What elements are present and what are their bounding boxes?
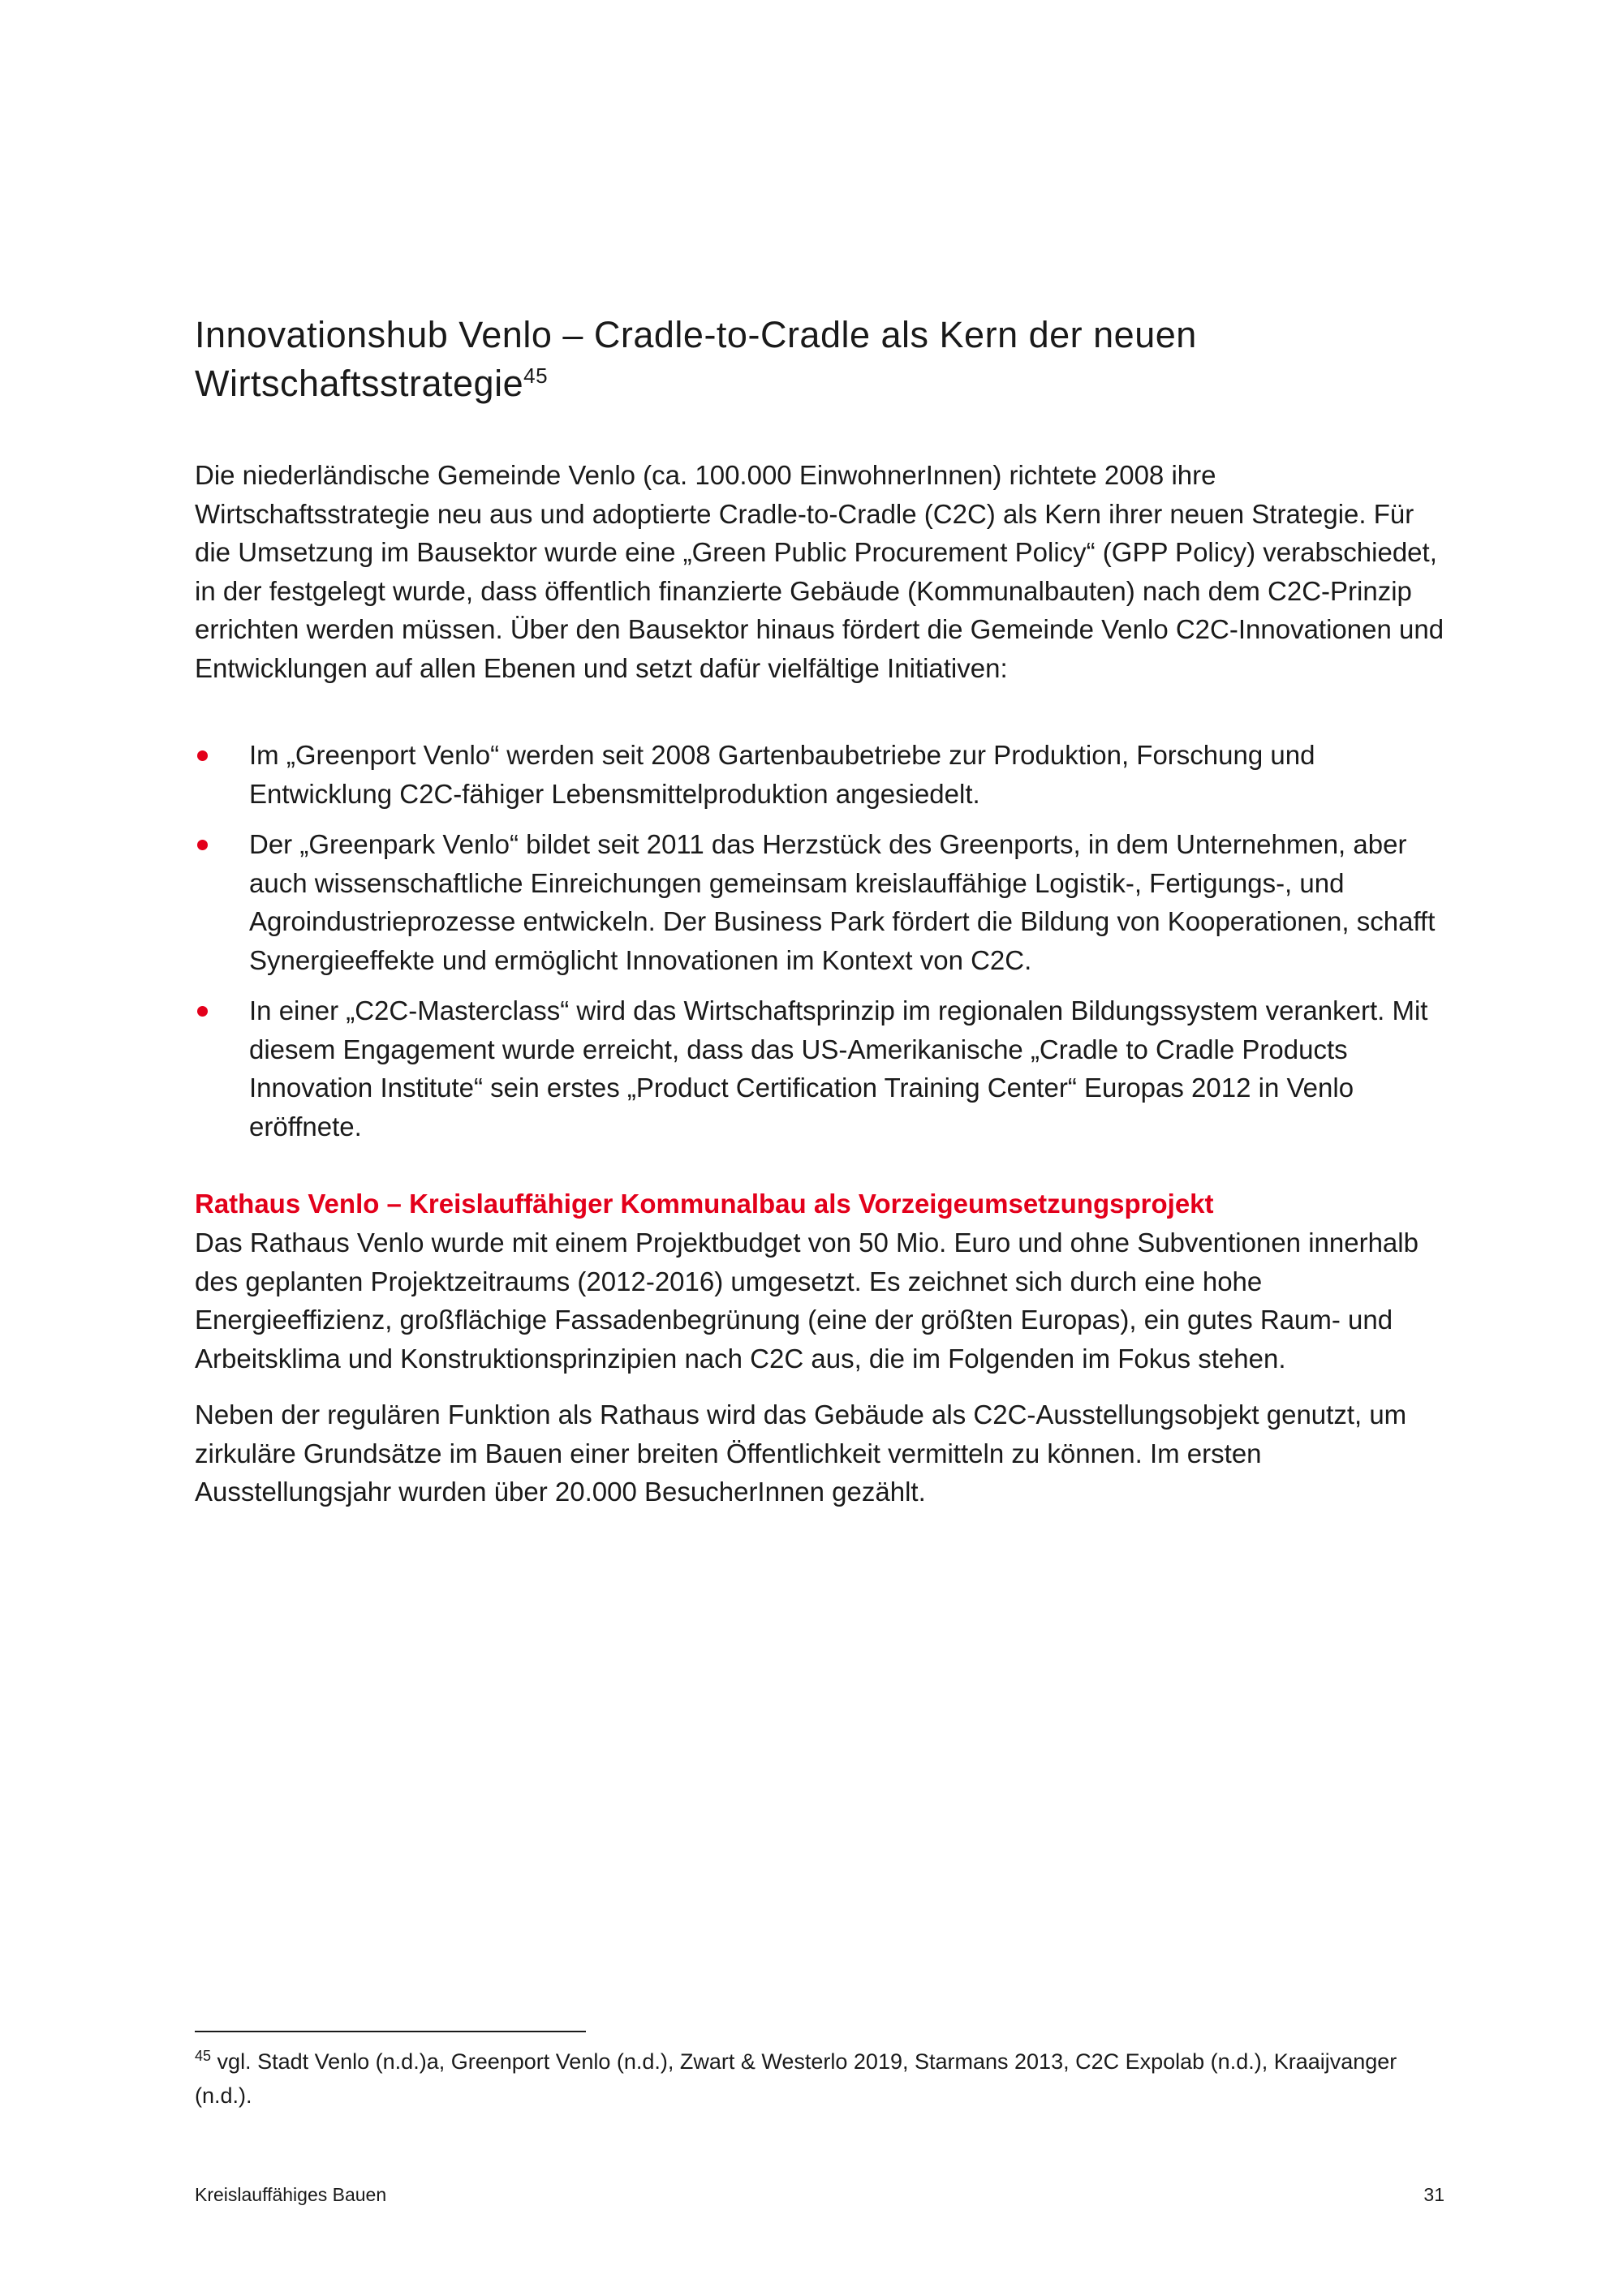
bullet-icon bbox=[197, 840, 208, 850]
footnote-text: vgl. Stadt Venlo (n.d.)a, Greenport Venlo (n.d.), Zwart & Westerlo 2019, Starmans 2013, C2C Expolab (n.d.), Kraaijvanger (n.d.). bbox=[195, 2049, 1397, 2108]
list-item bbox=[195, 991, 1444, 1146]
list-item bbox=[195, 825, 1444, 979]
title-text: Innovationshub Venlo – Cradle-to-Cradle als Kern der neuen Wirtschaftsstrategie bbox=[195, 314, 1197, 404]
footnote-number: 45 bbox=[195, 2048, 212, 2064]
list-item bbox=[195, 736, 1444, 813]
bullet-icon bbox=[197, 1006, 208, 1017]
initiatives-list bbox=[195, 736, 1444, 1158]
list-item-text: In einer „C2C-Masterclass“ wird das Wirtschaftsprinzip im regionalen Bildungssystem verankert. Mit diesem Engagement wurde erreicht, dass das US-Amerikanische „Cradle to Cradle Products Innovation Institute“ sein erstes „Product Certification Training Center“ Europas 2012 in Venlo eröffnete. bbox=[249, 995, 1428, 1142]
page-number: 31 bbox=[1423, 2184, 1444, 2205]
footnote bbox=[195, 2044, 1444, 2113]
title-footnote-ref[interactable]: 45 bbox=[523, 363, 549, 388]
intro-paragraph: Die niederländische Gemeinde Venlo (ca. 100.000 EinwohnerInnen) richtete 2008 ihre Wirtschaftsstrategie neu aus und adoptierte Cradle-to-Cradle (C2C) als Kern ihrer neuen Strategie. Für die Umsetzung im Bausektor wurde eine „Green Public Procurement Policy“ (GPP Policy) verabschiedet, in der festgelegt wurde, dass öffentlich finanzierte Gebäude (Kommunalbauten) nach dem C2C-Prinzip errichten werden müssen. Über den Bausektor hinaus fördert die Gemeinde Venlo C2C-Innovationen und Entwicklungen auf allen Ebenen und setzt dafür vielfältige Initiativen: bbox=[195, 460, 1444, 683]
footer-document-title: Kreislauffähiges Bauen bbox=[195, 2184, 387, 2205]
list-item-text: Der „Greenpark Venlo“ bildet seit 2011 das Herzstück des Greenports, in dem Unternehmen, aber auch wissenschaftliche Einreichungen gemeinsam kreislauffähige Logistik-, Fertigungs-, und Agroindustrieprozesse entwickeln. Der Business Park fördert die Bildung von Kooperationen, schafft Synergieeffekte und ermöglicht Innovationen im Kontext von C2C. bbox=[249, 829, 1436, 975]
list-item-text: Im „Greenport Venlo“ werden seit 2008 Gartenbaubetriebe zur Produktion, Forschung und Entwicklung C2C-fähiger Lebensmittelproduktion angesiedelt. bbox=[249, 740, 1315, 809]
bullet-icon bbox=[197, 750, 208, 761]
section-subheading: Rathaus Venlo – Kreislauffähiger Kommunalbau als Vorzeigeumsetzungsprojekt bbox=[195, 1189, 1214, 1219]
document-page bbox=[195, 0, 1444, 2296]
rathaus-paragraph: Das Rathaus Venlo wurde mit einem Projektbudget von 50 Mio. Euro und ohne Subventionen innerhalb des geplanten Projektzeitraums (2012-2016) umgesetzt. Es zeichnet sich durch eine hohe Energieeffizienz, großflächige Fassadenbegrünung (eine der größten Europas), ein gutes Raum- und Arbeitsklima und Konstruktionsprinzipien nach C2C aus, die im Folgenden im Fokus stehen. bbox=[195, 1228, 1419, 1374]
page-title bbox=[195, 311, 1444, 408]
exhibition-paragraph: Neben der regulären Funktion als Rathaus wird das Gebäude als C2C-Ausstellungsobjekt genutzt, um zirkuläre Grundsätze im Bauen einer breiten Öffentlichkeit vermitteln zu können. Im ersten Ausstellungsjahr wurden über 20.000 BesucherInnen gezählt. bbox=[195, 1400, 1407, 1507]
footnote-divider bbox=[195, 2031, 586, 2032]
